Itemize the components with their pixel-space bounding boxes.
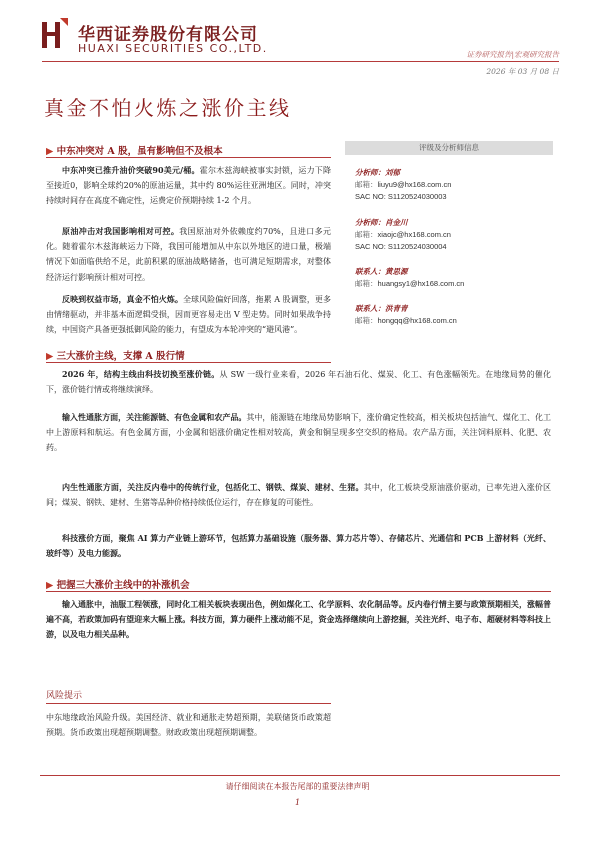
triangle-bullet-icon: ▶ [46,351,54,362]
section-divider [46,157,331,158]
contact-name: 联系人：洪青青 [355,304,408,313]
paragraph: 反映到权益市场，真金不怕火炼。全球风险偏好回落，拖累 A 股调整，更多由情绪驱动，并非基本面逻辑受损，因而更容易走出 V 型走势。同时如果战争持续，中国资产具备更强抵御风险的能力，有望成为本轮冲突的“避风港”。 [46,294,331,335]
analyst-info-heading: 评级及分析师信息 [345,141,553,155]
analyst-card: 分析师：刘郁 邮箱：liuyu9@hx168.com.cn SAC NO: S1120524030003 [355,168,452,201]
contact-card: 联系人：黄思源 邮箱：huangsy1@hx168.com.cn [355,267,465,288]
analyst-sac: SAC NO: S1120524030003 [355,192,447,201]
analyst-name: 分析师：肖金川 [355,218,408,227]
header-divider [42,61,559,62]
report-title: 真金不怕火炼之涨价主线 [44,96,292,120]
analyst-card: 分析师：肖金川 邮箱：xiaojc@hx168.com.cn SAC NO: S1120524030004 [355,218,451,251]
paragraph: 原油冲击对我国影响相对可控。我国原油对外依赖度约70%，且进口多元化。随着霍尔木兹海峡运力下降，我国可能增加从中东以外地区的进口量，极端情况下如面临供给不足，此前积累的原油战略储备，也可满足短期需求，对整体经济运行影响预计相对可控。 [46,226,331,282]
triangle-bullet-icon: ▶ [46,146,54,157]
triangle-bullet-icon: ▶ [46,580,54,591]
page-number: 1 [294,798,301,807]
paragraph: 输入通胀中，油服工程领涨，同时化工相关板块表现出色，例如煤化工、化学原料、农化制品等。反内卷行情主要与政策预期相关，涨幅普遍不高，若政策加码有望迎来大幅上涨。科技方面，算力硬件上涨动能不足，资金选择继续向上游挖掘，关注光纤、电子布、超硬材料等科技上游，以及电力相关品种。 [46,599,551,640]
paragraph: 内生性通胀方面，关注反内卷中的传统行业，包括化工、钢铁、煤炭、建材、生猪。其中，化工板块受原油涨价驱动，已率先进入涨价区间；煤炭、钢铁、建材、生猪等品种价格持续低位运行，存在修复的可能性。 [46,482,551,508]
section-heading-3: ▶ 把握三大涨价主线中的补涨机会 [46,580,190,591]
paragraph: 输入性通胀方面，关注能源链、有色金属和农产品。其中，能源链在地缘局势影响下，涨价确定性较高，相关板块包括油气、煤化工、化工中上游原料和航运。有色金属方面，小金属和铝涨价确定性相对较高，黄金和铜呈现多空交织的格局。农产品方面，关注饲料原料、化肥、农药。 [46,412,552,453]
company-name-cn: 华西证券股份有限公司 [78,25,258,45]
company-logo-icon [42,18,68,48]
analyst-email[interactable]: xiaojc@hx168.com.cn [377,230,451,239]
analyst-name: 分析师：刘郁 [355,168,400,177]
section-divider [46,591,551,592]
contact-email[interactable]: hongqq@hx168.com.cn [377,316,457,325]
report-date: 2026 年 03 月 08 日 [486,67,559,76]
paragraph: 2026 年，结构主线由科技切换至涨价链。从 SW 一级行业来看，2026 年石油石化、煤炭、化工、有色涨幅领先。在地缘局势的催化下，涨价链行情或将继续演绎。 [46,369,551,395]
footer-divider [40,775,560,776]
report-type: 证券研究报告|宏观研究报告 [466,50,559,59]
analyst-sac: SAC NO: S1120524030004 [355,242,447,251]
contact-name: 联系人：黄思源 [355,267,408,276]
contact-email[interactable]: huangsy1@hx168.com.cn [377,279,465,288]
legal-notice: 请仔细阅读在本报告尾部的重要法律声明 [225,782,370,791]
risk-text: 中东地缘政治风险升级。美国经济、就业和通胀走势超预期，美联储货币政策超预期。货币政策出现超预期调整。财政政策出现超预期调整。 [46,713,331,738]
analyst-email[interactable]: liuyu9@hx168.com.cn [377,180,452,189]
paragraph: 科技涨价方面，聚焦 AI 算力产业链上游环节，包括算力基础设施（服务器、算力芯片等）、存储芯片、光通信和 PCB 上游材料（光纤、玻纤等）及电力能源。 [46,533,551,559]
section-divider [46,703,331,704]
paragraph: 中东冲突已推升油价突破90美元/桶。霍尔木兹海峡被事实封锁，运力下降至接近0，影响全球约20%的原油运量，其中约 80%运往亚洲地区。同时，冲突持续时间存在高度不确定性，运费定价预期持续 1-2 个月。 [46,165,332,206]
section-heading-2: ▶ 三大涨价主线，支撑 A 股行情 [46,351,185,362]
company-name-en: HUAXI SECURITIES CO.,LTD. [78,42,268,55]
section-divider [46,362,331,363]
section-heading-1: ▶ 中东冲突对 A 股，虽有影响但不及根本 [46,146,223,157]
risk-heading: 风险提示 [46,691,83,701]
contact-card: 联系人：洪青青 邮箱：hongqq@hx168.com.cn [355,304,457,325]
